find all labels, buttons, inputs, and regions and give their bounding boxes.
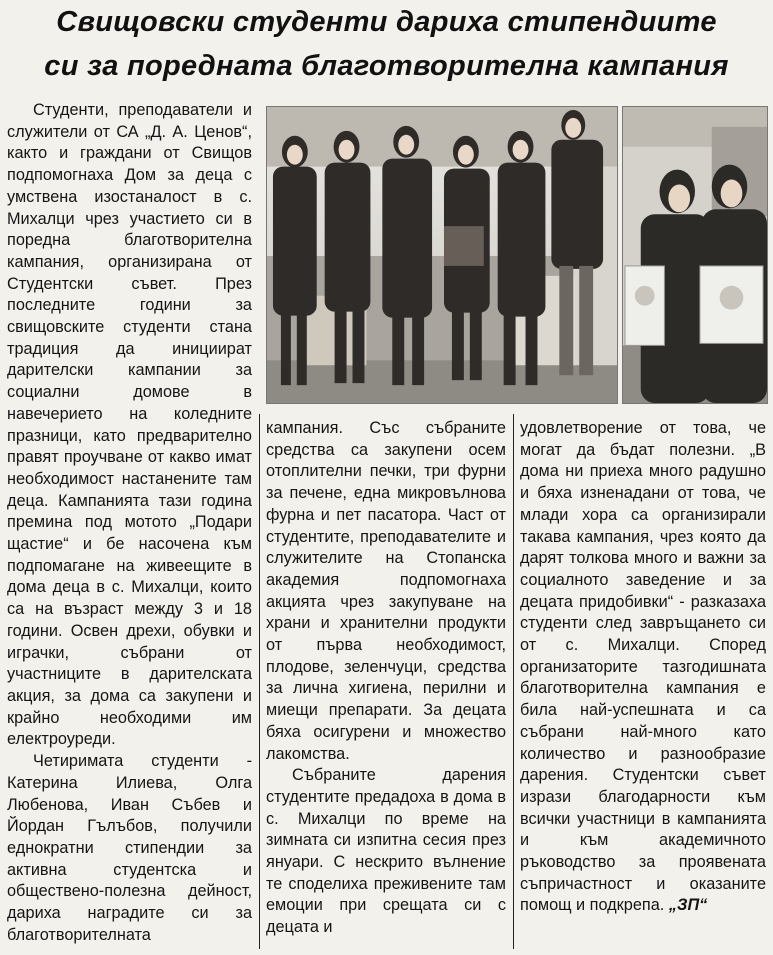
paragraph: Студенти, преподаватели и служители от СА „Д. А. Ценов“, както и граждани от Свищов подпомогнаха Дом за деца с умствена изостаналост в с. Михалци чрез участието си в поредна благотворителна кампания, организирана от Студентски съвет. През последните години за свищовските студенти стана традиция да инициират дарителски кампании за социални домове в навечерието на коледните празници, като предварително правят проучване от какво имат необходимост настанените там деца. Кампанията тази година премина под мотото „Подари щастие“ и бе насочена към подпомагане на живеещите в дома деца в с. Михалци, които са на възраст между 3 и 18 години. Освен дрехи, обувки и играчки, събрани от участниците в дарителската акция, за дома са закупени и крайно необходими им електроуреди. xyxy=(7,101,252,749)
paragraph-text: удовлетворение от това, че могат да бъдат полезни. „В дома ни приеха много радушно и бяха изненадани от това, че млади хора са организирали такава кампания, чрез която да дарят толкова много и важни за социалното заведение и за децата придобивки“ - разказаха студенти след завръщането си от с. Михалци. Според организаторите тазгодишната благотворителна кампания е била най-успешната и са събрани най-много като количество и разнообразие дарения. Студентски съвет изрази благодарности към всички участници в кампанията и към академичното ръководство за проявената съпричастност и оказаните помощ и подкрепа. xyxy=(520,419,766,915)
paragraph: Събраните дарения студентите предадоха в дома в с. Михалци по време на зимната си изпитна сесия през януари. С нескрито вълнение те споделиха преживените там емоции при срещата си с децата и xyxy=(266,766,506,937)
column-divider xyxy=(259,414,260,949)
paragraph: кампания. Със събраните средства са закупени осем отоплителни печки, три фурни за печене, една микровълнова фурна и пет пасатора. Част от студентите, преподавателите и служителите на Стопанска академия подпомогнаха акцията чрез закупуване на храни и хранителни продукти от първа необходимост, плодове, зеленчуци, средства за лична хигиена, перилни и миещи препарати. За децата бяха осигурени и множество лакомства. xyxy=(266,419,506,763)
headline-line-2: си за поредната благотворителна кампания xyxy=(44,50,729,82)
column-divider xyxy=(513,414,514,949)
group-photo-image xyxy=(267,107,617,403)
paragraph xyxy=(520,418,766,917)
paragraph: Четиримата студенти - Катерина Илиева, Олга Любенова, Иван Събев и Йордан Гълъбов, получили еднократни стипендии за активна студентска и обществено-полезна дейност, дариха наградите си за благотворителната xyxy=(7,752,252,944)
article-headline xyxy=(0,0,773,96)
article-column-1 xyxy=(7,100,252,946)
article-column-3 xyxy=(520,418,766,917)
article-column-2 xyxy=(266,418,506,939)
students-with-bags-photo xyxy=(622,106,768,404)
group-photo xyxy=(266,106,618,404)
headline-line-1: Свищовски студенти дариха стипендиите xyxy=(56,6,717,38)
author-signature: „ЗП“ xyxy=(668,896,708,915)
students-with-bags-image xyxy=(623,107,767,403)
